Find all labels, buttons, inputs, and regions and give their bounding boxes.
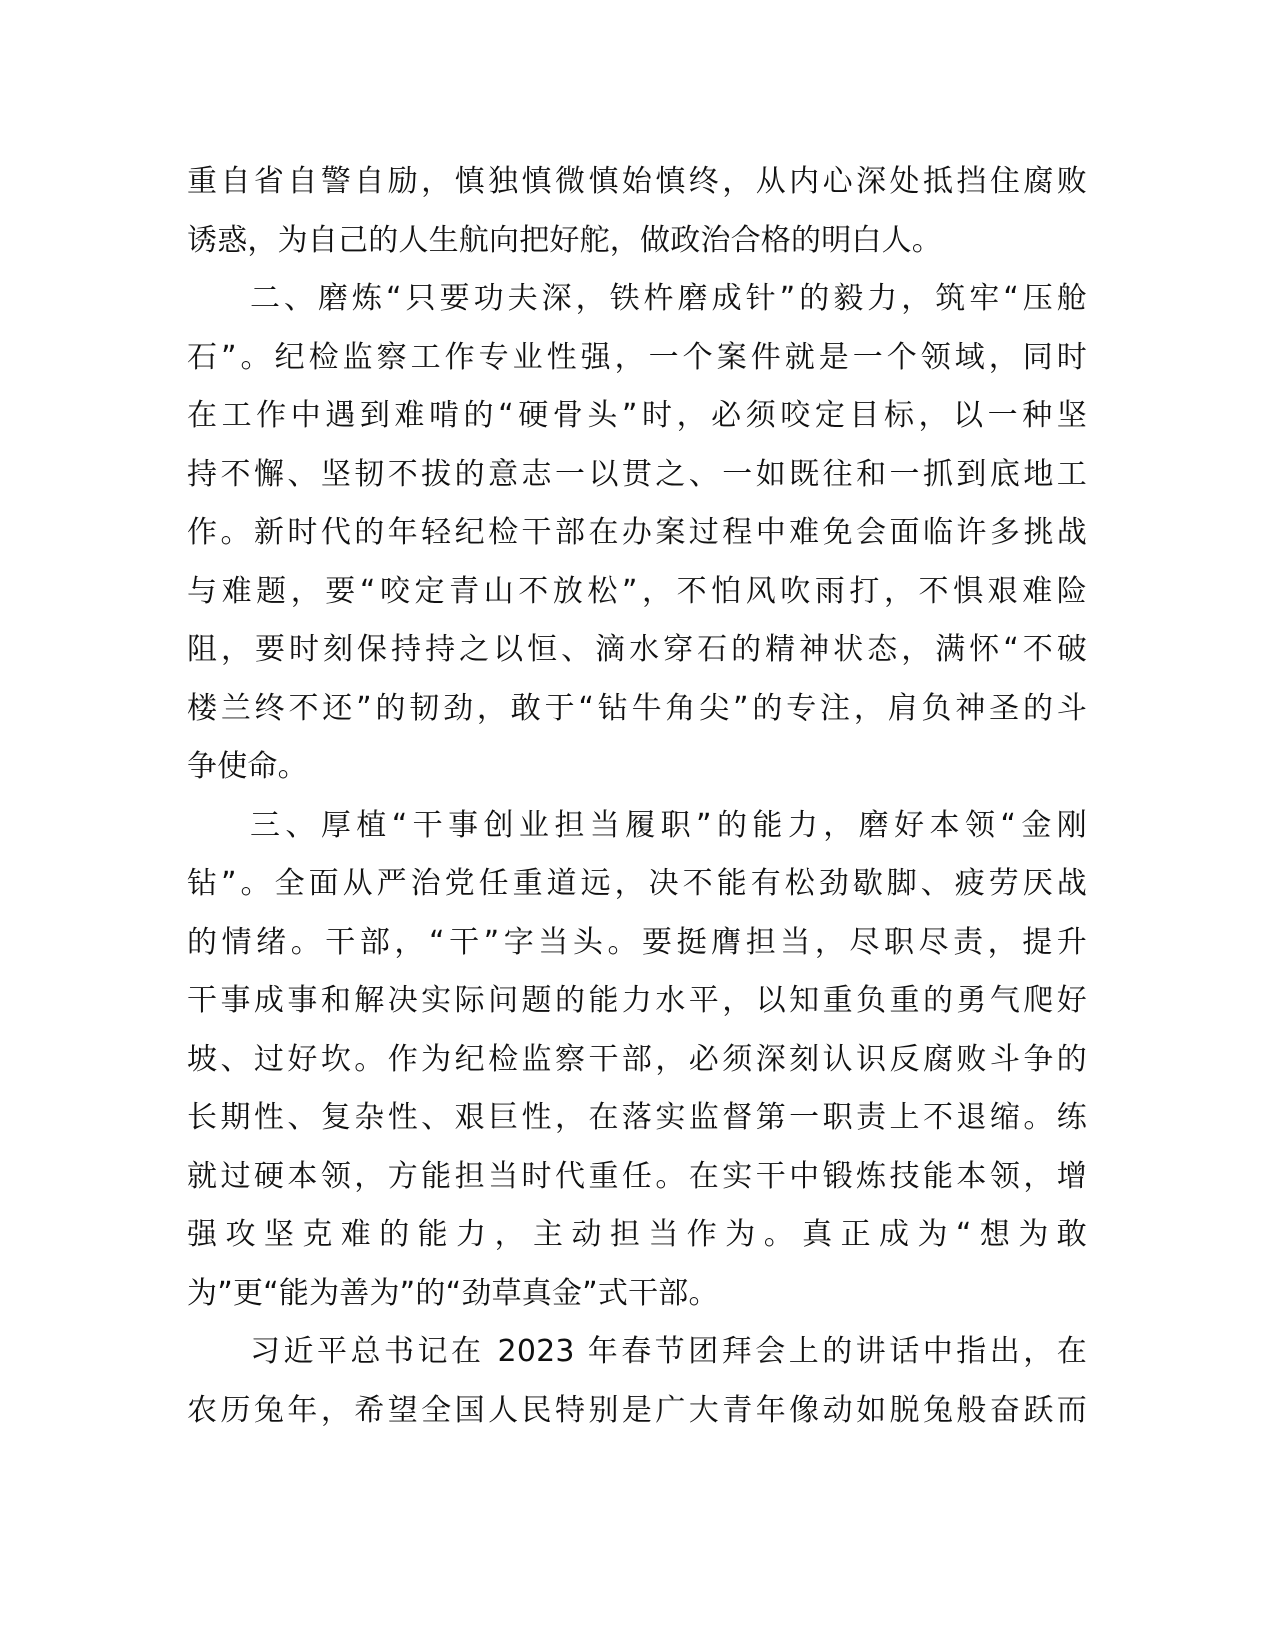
text-line: 石”。纪检监察工作专业性强，一个案件就是一个领域，同时 (187, 339, 1087, 375)
paragraph-continuation (187, 153, 1087, 270)
text-line: 长期性、复杂性、艰巨性，在落实监督第一职责上不退缩。练 (187, 1100, 1087, 1135)
text-line: 争使命。 (187, 749, 308, 784)
text-line: 钻”。全面从严治党任重道远，决不能有松劲歇脚、疲劳厌战 (187, 866, 1087, 901)
paragraph-section-two (187, 270, 1087, 797)
text-line: 习近平总书记在 2023 年春节团拜会上的讲话中指出，在 (250, 1334, 1087, 1369)
text-line: 诱惑，为自己的人生航向把好舵，做政治合格的明白人。 (187, 222, 942, 258)
paragraph-section-three (187, 797, 1087, 1324)
text-line: 与难题，要“咬定青山不放松”，不怕风吹雨打，不惧艰难险 (187, 573, 1087, 609)
text-line: 坡、过好坎。作为纪检监察干部，必须深刻认识反腐败斗争的 (187, 1041, 1087, 1077)
text-line: 农历兔年，希望全国人民特别是广大青年像动如脱兔般奋跃而 (187, 1392, 1087, 1428)
text-line: 楼兰终不还”的韧劲，敢于“钻牛角尖”的专注，肩负神圣的斗 (187, 690, 1087, 726)
text-line: 二、磨炼“只要功夫深，铁杵磨成针”的毅力，筑牢“压舱 (250, 281, 1087, 316)
paragraph-conclusion (187, 1323, 1087, 1440)
text-line: 在工作中遇到难啃的“硬骨头”时，必须咬定目标，以一种坚 (187, 398, 1087, 433)
text-line: 干事成事和解决实际问题的能力水平，以知重负重的勇气爬好 (187, 983, 1087, 1018)
text-line: 就过硬本领，方能担当时代重任。在实干中锻炼技能本领，增 (187, 1158, 1087, 1194)
text-line: 持不懈、坚韧不拔的意志一以贯之、一如既往和一抓到底地工 (187, 456, 1087, 492)
text-line: 强攻坚克难的能力，主动担当作为。真正成为“想为敢 (187, 1217, 1087, 1252)
text-line: 重自省自警自励，慎独慎微慎始慎终，从内心深处抵挡住腐败 (187, 164, 1087, 199)
document-body (187, 153, 1087, 1440)
text-line: 为”更“能为善为”的“劲草真金”式干部。 (187, 1275, 719, 1311)
text-line: 三、厚植“干事创业担当履职”的能力，磨好本领“金刚 (250, 807, 1087, 843)
text-line: 作。新时代的年轻纪检干部在办案过程中难免会面临许多挑战 (187, 515, 1087, 550)
text-line: 的情绪。干部，“干”字当头。要挺膺担当，尽职尽责，提升 (187, 924, 1087, 960)
text-line: 阻，要时刻保持持之以恒、滴水穿石的精神状态，满怀“不破 (187, 632, 1087, 667)
